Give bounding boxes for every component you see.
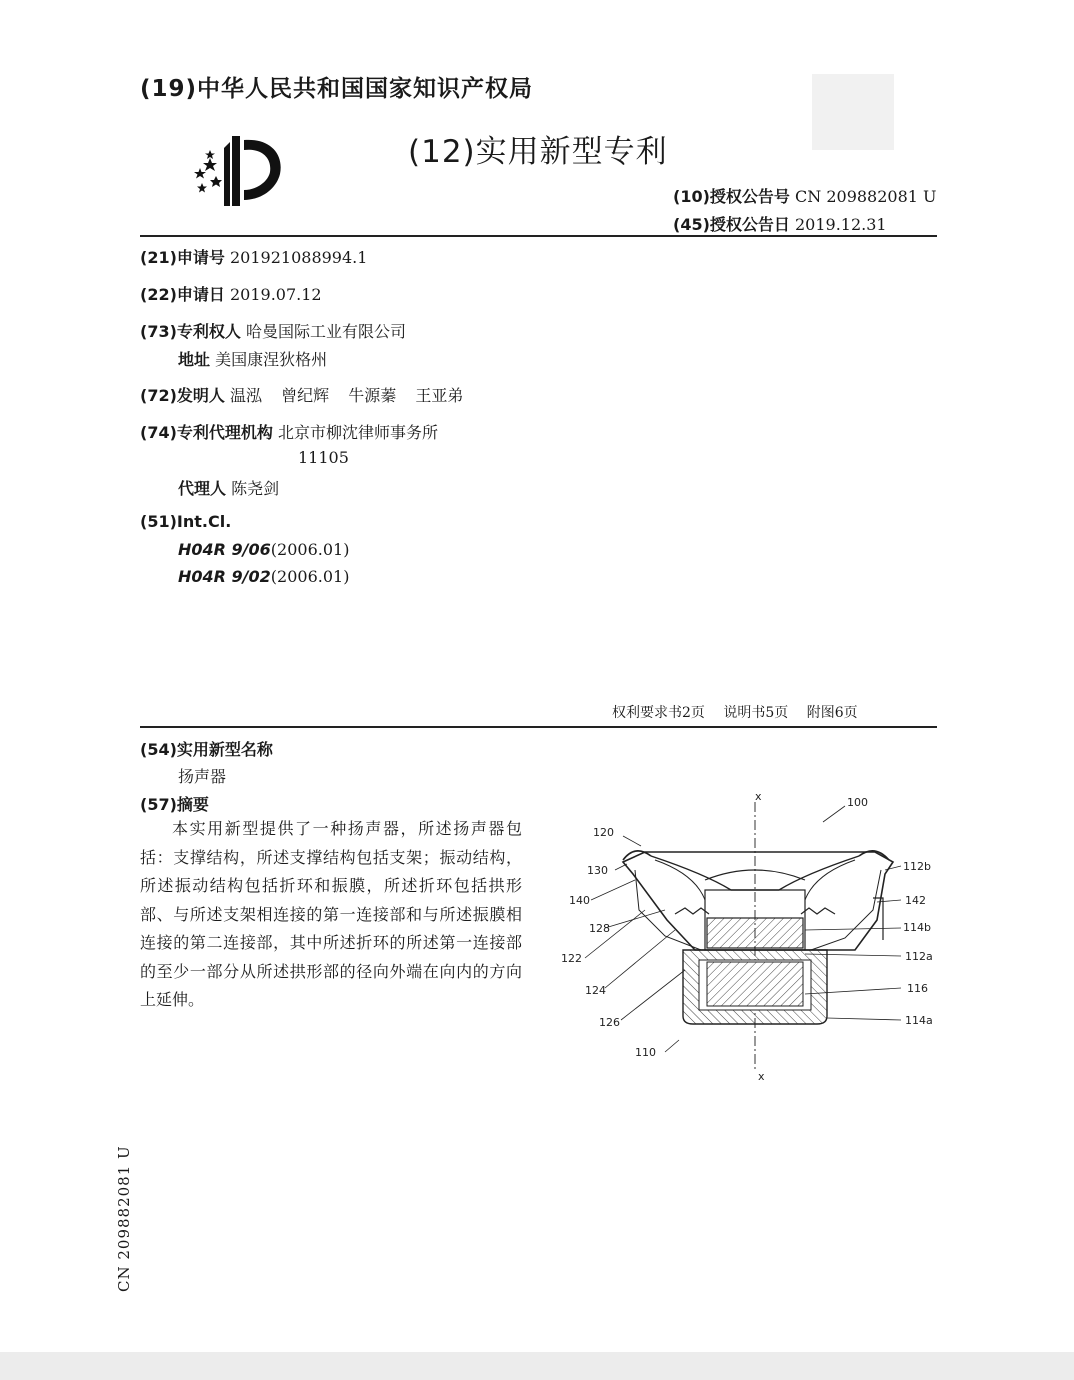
star-icon [210, 176, 222, 187]
application-date-label: (22)申请日 [140, 285, 225, 304]
section-divider [140, 726, 937, 728]
star-icon [205, 150, 215, 159]
inventor-name: 牛源蓁 [348, 386, 397, 405]
int-cl-label: (51)Int.Cl. [140, 512, 232, 531]
figure-ref-label: 114a [905, 1014, 933, 1027]
patentee-value: 哈曼国际工业有限公司 [246, 322, 407, 341]
application-date [140, 282, 322, 305]
patent-agency-value: 北京市柳沈律师事务所 [278, 423, 439, 442]
patent-agency-code: 11105 [298, 448, 349, 467]
star-icon [203, 158, 217, 171]
address-label: 地址 [178, 350, 211, 369]
star-icon [194, 168, 206, 179]
drawings-pages: 附图6页 [806, 705, 858, 721]
utility-model-title: 扬声器 [178, 767, 227, 786]
inventor-name: 王亚弟 [415, 386, 464, 405]
side-publication-number [113, 1145, 135, 1302]
agent [178, 476, 279, 499]
figure-ref-label: 140 [569, 894, 590, 907]
inventors [140, 383, 463, 406]
page-counts [612, 702, 858, 722]
publication-number [673, 184, 937, 207]
agent-value: 陈尧剑 [231, 479, 280, 498]
header-divider [140, 235, 937, 237]
figure-ref-label: 120 [593, 826, 614, 839]
publication-date [673, 212, 887, 235]
claims-pages: 权利要求书2页 [612, 705, 705, 721]
figure-ref-label: 100 [847, 796, 868, 809]
star-icon [197, 183, 207, 193]
figure-ref-label: 124 [585, 984, 606, 997]
abstract-label: (57)摘要 [140, 795, 209, 814]
ipc-year: (2006.01) [270, 567, 350, 586]
address-value: 美国康涅狄格州 [215, 350, 328, 369]
qr-placeholder [812, 74, 894, 150]
figure-axis-label: x [758, 1070, 765, 1083]
spider [675, 908, 709, 914]
patent-agency [140, 420, 438, 443]
side-publication-number-text: CN 209882081 U [115, 1145, 133, 1292]
address [178, 347, 327, 370]
publication-date-value: 2019.12.31 [795, 215, 887, 234]
patentee [140, 319, 406, 342]
inventor-name: 曾纪辉 [281, 386, 330, 405]
ipc-code: H04R 9/06 [178, 540, 271, 559]
figure-ref-label: 110 [635, 1046, 656, 1059]
figure-ref-label: 130 [587, 864, 608, 877]
figure-ref-label: 142 [905, 894, 926, 907]
patentee-label: (73)专利权人 [140, 322, 241, 341]
application-date-value: 2019.07.12 [230, 285, 322, 304]
ipc-year: (2006.01) [270, 540, 350, 559]
ipc-entry [178, 540, 349, 559]
figure-ref-label: 116 [907, 982, 928, 995]
top-plate [707, 918, 803, 948]
abstract-text: 本实用新型提供了一种扬声器，所述扬声器包括：支撑结构，所述支撑结构包括支架；振动结构，所述振动结构包括折环和振膜，所述折环包括拱形部、与所述支架相连接的第一连接部和与所述振膜相连接的第二连接部，其中所述折环的所述第一连接部的至少一部分从所述拱形部的径向外端在向内的方向上延伸。 [140, 819, 522, 1009]
publication-date-label: (45)授权公告日 [673, 215, 790, 234]
utility-model-title-label: (54)实用新型名称 [140, 740, 273, 759]
inventor-name: 温泓 [230, 386, 263, 405]
figure-ref-label: 114b [903, 921, 931, 934]
ipc-code: H04R 9/02 [178, 567, 271, 586]
cnipa-logo [188, 128, 288, 208]
patent-agency-label: (74)专利代理机构 [140, 423, 273, 442]
description-pages: 说明书5页 [723, 705, 789, 721]
figure-ref-label: 128 [589, 922, 610, 935]
figure-ref-label: 112b [903, 860, 931, 873]
document-kind: (12)实用新型专利 [408, 134, 668, 170]
authority-name: (19)中华人民共和国国家知识产权局 [140, 76, 534, 102]
figure-ref-label: 112a [905, 950, 933, 963]
ipc-entry [178, 567, 349, 586]
application-number-label: (21)申请号 [140, 248, 225, 267]
application-number-value: 201921088994.1 [230, 248, 368, 267]
loudspeaker-figure [555, 790, 955, 1090]
publication-number-value: CN 209882081 U [795, 187, 937, 206]
page-bottom-shade [0, 1352, 1074, 1380]
figure-ref-label: 126 [599, 1016, 620, 1029]
agent-label: 代理人 [178, 479, 227, 498]
publication-number-label: (10)授权公告号 [673, 187, 790, 206]
figure-ref-label: 122 [561, 952, 582, 965]
application-number [140, 245, 367, 268]
inventors-label: (72)发明人 [140, 386, 225, 405]
figure-axis-label: x [755, 790, 762, 803]
